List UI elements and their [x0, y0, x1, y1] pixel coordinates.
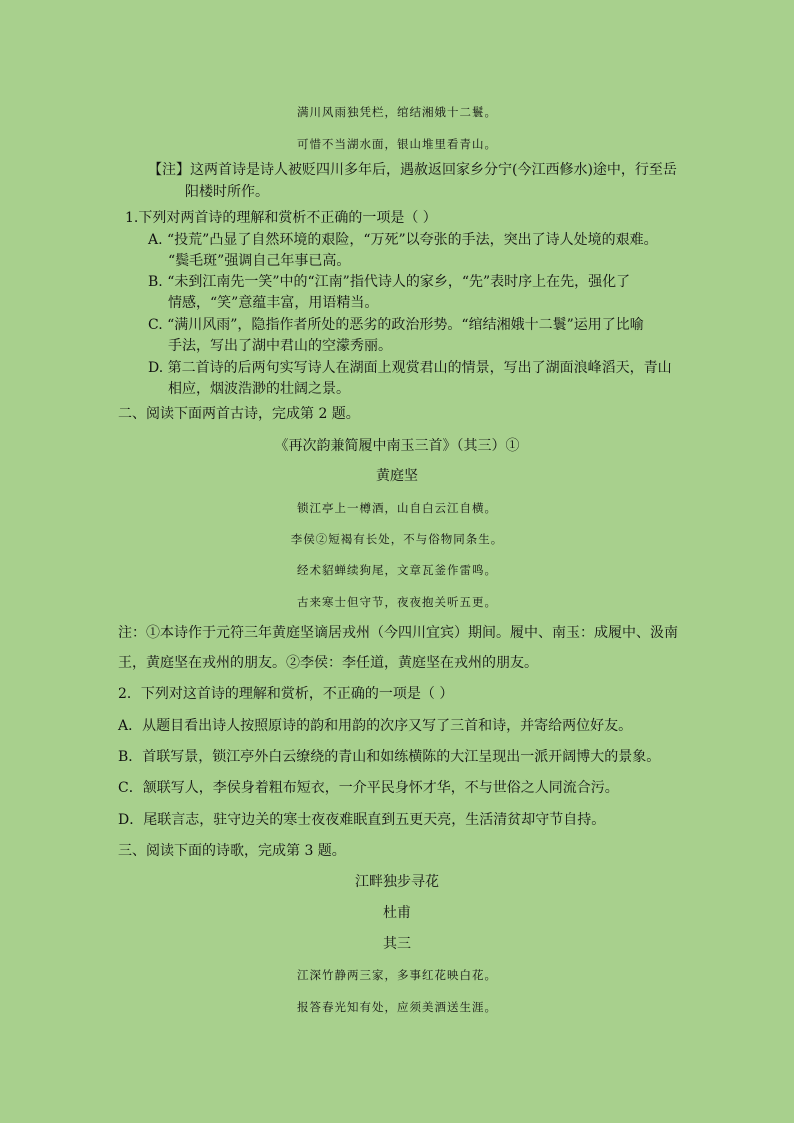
- poem-author: 黄庭坚: [376, 468, 418, 484]
- poem-line: 满川风雨独凭栏，绾结湘娥十二鬟。: [297, 105, 497, 119]
- poem-title: 《再次韵兼简履中南玉三首》（其三）①: [274, 438, 520, 454]
- question-2: 2．下列对这首诗的理解和赏析，不正确的一项是（ ）: [118, 686, 454, 702]
- option-b-cont: 情感，“笑”意蕴丰富，用语精当。: [168, 295, 379, 311]
- option-c: C. “满川风雨”，隐指作者所处的恶劣的政治形势。“绾结湘娥十二鬟”运用了比喻: [148, 317, 644, 333]
- option-a: A. “投荒”凸显了自然环境的艰险，“万死”以夸张的手法，突出了诗人处境的艰难。: [148, 232, 658, 248]
- option-a: A．从题目看出诗人按照原诗的韵和用韵的次序又写了三首和诗，并寄给两位好友。: [118, 718, 633, 734]
- option-a-cont: “鬓毛斑”强调自己年事已高。: [168, 253, 351, 269]
- poem-line: 江深竹静两三家，多事红花映白花。: [297, 968, 497, 982]
- option-d: D. 第二首诗的后两句实写诗人在湖面上观赏君山的情景，写出了湖面浪峰滔天，青山: [148, 360, 672, 376]
- poem-line: 可惜不当湖水面，银山堆里看青山。: [297, 137, 497, 151]
- note-text: 【注】这两首诗是诗人被贬四川多年后，遇赦返回家乡分宁(今江西修水)途中，行至岳: [148, 162, 677, 178]
- poem-line: 报答春光知有处，应须美酒送生涯。: [297, 1000, 497, 1014]
- poem-line: 锁江亭上一樽酒，山自白云江自横。: [297, 501, 497, 515]
- note-text: 阳楼时所作。: [185, 184, 269, 200]
- note-text: 王，黄庭坚在戎州的朋友。②李侯：李任道，黄庭坚在戎州的朋友。: [118, 655, 538, 671]
- question-1: 1.下列对两首诗的理解和赏析不正确的一项是（ ）: [125, 210, 437, 226]
- section-heading-2: 二、阅读下面两首古诗，完成第 2 题。: [118, 406, 360, 422]
- section-heading-3: 三、阅读下面的诗歌，完成第 3 题。: [118, 843, 346, 859]
- poem-title: 江畔独步寻花: [355, 874, 439, 890]
- poem-author: 杜甫: [383, 905, 411, 921]
- note-text: 注：①本诗作于元符三年黄庭坚谪居戎州（今四川宜宾）期间。履中、南玉：成履中、汲南: [118, 625, 678, 641]
- option-b: B．首联写景，锁江亭外白云缭绕的青山和如练横陈的大江呈现出一派开阔博大的景象。: [118, 749, 661, 765]
- option-c-cont: 手法，写出了湖中君山的空濛秀丽。: [168, 338, 392, 354]
- poem-line: 古来寒士但守节，夜夜抱关听五更。: [297, 595, 497, 609]
- poem-line: 李侯②短褐有长处，不与俗物同条生。: [290, 532, 504, 546]
- poem-line: 经术貂蝉续狗尾，文章瓦釜作雷鸣。: [297, 563, 497, 577]
- option-d-cont: 相应，烟波浩渺的壮阔之景。: [168, 381, 350, 397]
- option-d: D．尾联言志，驻守边关的寒士夜夜难眠直到五更天亮，生活清贫却守节自持。: [118, 812, 606, 828]
- poem-subtitle: 其三: [383, 936, 411, 952]
- option-b: B. “未到江南先一笑”中的“江南”指代诗人的家乡，“先”表时序上在先，强化了: [148, 274, 631, 290]
- option-c: C．颔联写人，李侯身着粗布短衣，一介平民身怀才华，不与世俗之人同流合污。: [118, 780, 619, 796]
